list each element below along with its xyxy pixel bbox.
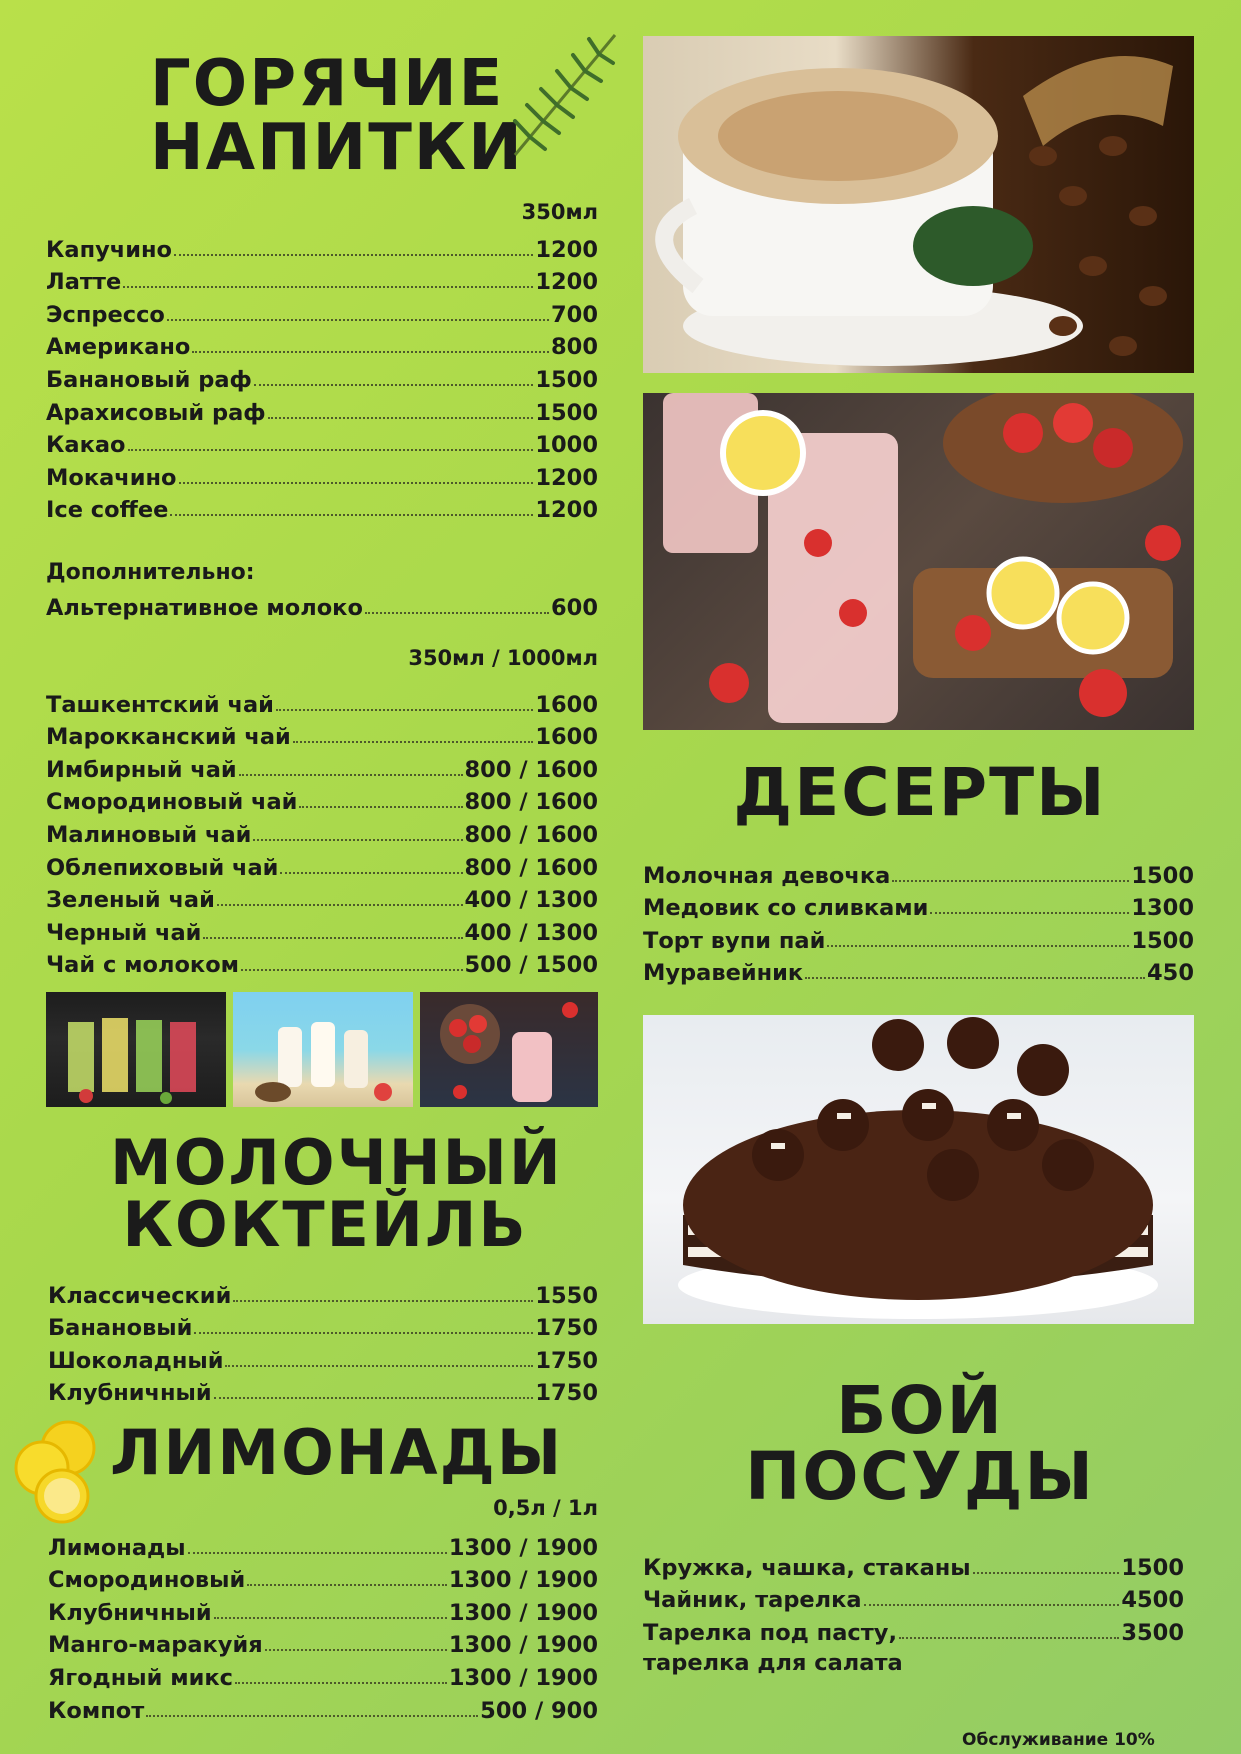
item-price: 800 / 1600 bbox=[464, 756, 598, 783]
milkshake-list bbox=[48, 1276, 598, 1406]
dot-leader bbox=[973, 1572, 1120, 1574]
dot-leader bbox=[805, 977, 1145, 979]
cappuccino-photo bbox=[643, 36, 1194, 373]
dot-leader bbox=[892, 880, 1129, 882]
dot-leader bbox=[827, 945, 1129, 947]
service-charge-note: Обслуживание 10% bbox=[962, 1730, 1155, 1750]
coffee-volume-header: 350мл bbox=[521, 200, 598, 224]
item-name: Торт вупи пай bbox=[643, 927, 826, 954]
item-price: 1200 bbox=[535, 236, 598, 263]
menu-row bbox=[46, 848, 598, 881]
dot-leader bbox=[254, 384, 534, 386]
dot-leader bbox=[167, 319, 549, 321]
item-price: 800 / 1600 bbox=[464, 789, 598, 816]
item-name: Медовик со сливками bbox=[643, 895, 929, 922]
dot-leader bbox=[235, 1682, 447, 1684]
dot-leader bbox=[225, 1365, 533, 1367]
item-name: Молочная девочка bbox=[643, 862, 891, 889]
item-price: 1300 / 1900 bbox=[448, 1567, 598, 1594]
desserts-list bbox=[643, 856, 1194, 986]
item-name: Чайник, тарелка bbox=[643, 1587, 862, 1614]
item-price: 1550 bbox=[535, 1282, 598, 1309]
lemonade-volume-header: 0,5л / 1л bbox=[493, 1496, 598, 1520]
item-name: Зеленый чай bbox=[46, 887, 215, 914]
dot-leader bbox=[214, 1397, 534, 1399]
item-name: Компот bbox=[48, 1697, 145, 1724]
dot-leader bbox=[864, 1604, 1120, 1606]
rosemary-icon bbox=[505, 25, 625, 165]
coffee-cup-illustration bbox=[643, 36, 1194, 373]
item-name: Черный чай bbox=[46, 919, 202, 946]
item-price: 1750 bbox=[535, 1347, 598, 1374]
lemonade-list bbox=[48, 1528, 598, 1724]
item-name: Тарелка под пасту, bbox=[643, 1619, 897, 1646]
milkshakes-illustration bbox=[233, 992, 413, 1107]
item-name: Клубничный bbox=[48, 1380, 212, 1407]
item-name: Муравейник bbox=[643, 960, 804, 987]
dot-leader bbox=[128, 449, 534, 451]
item-price: 1600 bbox=[535, 724, 598, 751]
item-price: 1300 / 1900 bbox=[448, 1599, 598, 1626]
dot-leader bbox=[365, 612, 549, 614]
dot-leader bbox=[174, 254, 533, 256]
item-price: 1000 bbox=[535, 432, 598, 459]
item-price: 1200 bbox=[535, 269, 598, 296]
menu-row bbox=[46, 458, 598, 491]
menu-row bbox=[46, 393, 598, 426]
item-price: 1200 bbox=[535, 464, 598, 491]
dot-leader bbox=[293, 741, 534, 743]
milkshake-title bbox=[110, 1126, 563, 1261]
item-price: 1300 bbox=[1131, 895, 1194, 922]
dot-leader bbox=[253, 839, 462, 841]
menu-row bbox=[643, 889, 1194, 922]
title-line: ПОСУДЫ bbox=[745, 1438, 1095, 1515]
menu-row bbox=[46, 881, 598, 914]
item-name: Банановый bbox=[48, 1315, 193, 1342]
menu-row bbox=[46, 360, 598, 393]
breakage-wrap-line: тарелка для салата bbox=[643, 1650, 903, 1676]
item-name: Облепиховый чай bbox=[46, 854, 279, 881]
desserts-title: ДЕСЕРТЫ bbox=[733, 754, 1107, 831]
item-price: 1750 bbox=[535, 1380, 598, 1407]
item-name: Малиновый чай bbox=[46, 821, 252, 848]
item-name: Классический bbox=[48, 1282, 232, 1309]
title-line: МОЛОЧНЫЙ bbox=[110, 1126, 563, 1199]
item-name: Ice coffee bbox=[46, 497, 169, 524]
title-line: НАПИТКИ bbox=[150, 111, 524, 185]
item-name: Шоколадный bbox=[48, 1347, 224, 1374]
menu-row bbox=[46, 946, 598, 979]
menu-row bbox=[46, 230, 598, 263]
drinks-illustration bbox=[46, 992, 226, 1107]
item-name: Ташкентский чай bbox=[46, 691, 274, 718]
dot-leader bbox=[214, 1617, 447, 1619]
menu-row bbox=[46, 685, 598, 718]
tea-list bbox=[46, 685, 598, 978]
extras-label: Дополнительно: bbox=[46, 560, 255, 585]
dot-leader bbox=[241, 969, 462, 971]
menu-row bbox=[48, 1528, 598, 1561]
menu-row bbox=[46, 295, 598, 328]
item-price: 400 / 1300 bbox=[464, 919, 598, 946]
lemonade-illustration bbox=[643, 393, 1194, 730]
dot-leader bbox=[299, 806, 462, 808]
item-name: Смородиновый чай bbox=[46, 789, 298, 816]
strawberry-shake-photo bbox=[420, 992, 598, 1107]
item-price: 600 bbox=[551, 594, 598, 621]
menu-row bbox=[48, 1374, 598, 1407]
menu-row bbox=[46, 426, 598, 459]
dot-leader bbox=[179, 482, 534, 484]
menu-row bbox=[46, 783, 598, 816]
item-price: 1500 bbox=[1121, 1554, 1184, 1581]
dot-leader bbox=[276, 709, 533, 711]
dot-leader bbox=[188, 1552, 447, 1554]
item-price: 1500 bbox=[1131, 862, 1194, 889]
item-price: 1600 bbox=[535, 691, 598, 718]
menu-row bbox=[46, 718, 598, 751]
item-price: 1500 bbox=[535, 399, 598, 426]
menu-row bbox=[643, 1613, 1184, 1646]
item-name: Эспрессо bbox=[46, 301, 165, 328]
item-name: Какао bbox=[46, 432, 126, 459]
item-name: Смородиновый bbox=[48, 1567, 246, 1594]
item-price: 4500 bbox=[1121, 1587, 1184, 1614]
menu-row bbox=[46, 328, 598, 361]
dot-leader bbox=[170, 514, 533, 516]
menu-row bbox=[48, 1691, 598, 1724]
item-name: Кружка, чашка, стаканы bbox=[643, 1554, 971, 1581]
item-name: Мокачино bbox=[46, 464, 177, 491]
dot-leader bbox=[268, 417, 534, 419]
item-price: 1750 bbox=[535, 1315, 598, 1342]
mojito-photo bbox=[46, 992, 226, 1107]
coffee-list bbox=[46, 230, 598, 523]
menu-row bbox=[46, 750, 598, 783]
menu-row bbox=[643, 1581, 1184, 1614]
tea-volume-header: 350мл / 1000мл bbox=[408, 646, 598, 670]
menu-row bbox=[48, 1658, 598, 1691]
item-price: 1300 / 1900 bbox=[448, 1534, 598, 1561]
item-price: 800 bbox=[551, 334, 598, 361]
menu-row bbox=[643, 856, 1194, 889]
item-name: Капучино bbox=[46, 236, 173, 263]
title-line: ГОРЯЧИЕ bbox=[150, 47, 505, 121]
menu-row bbox=[48, 1561, 598, 1594]
menu-row bbox=[46, 913, 598, 946]
dot-leader bbox=[123, 286, 533, 288]
dot-leader bbox=[194, 1332, 533, 1334]
dot-leader bbox=[192, 351, 549, 353]
dot-leader bbox=[233, 1300, 533, 1302]
dot-leader bbox=[247, 1584, 447, 1586]
item-price: 3500 bbox=[1121, 1619, 1184, 1646]
dot-leader bbox=[899, 1637, 1119, 1639]
item-name: Альтернативное молоко bbox=[46, 594, 363, 621]
menu-row bbox=[48, 1626, 598, 1659]
dot-leader bbox=[217, 904, 463, 906]
item-name: Имбирный чай bbox=[46, 756, 237, 783]
item-price: 800 / 1600 bbox=[464, 854, 598, 881]
chocolate-cake-illustration bbox=[643, 1015, 1194, 1324]
hot-drinks-title bbox=[150, 47, 524, 185]
item-name: Банановый раф bbox=[46, 366, 252, 393]
item-price: 1500 bbox=[1131, 927, 1194, 954]
dot-leader bbox=[146, 1715, 478, 1717]
lemon-icon bbox=[6, 1418, 106, 1528]
title-line: КОКТЕЙЛЬ bbox=[122, 1188, 528, 1261]
item-name: Латте bbox=[46, 269, 122, 296]
menu-row bbox=[48, 1593, 598, 1626]
strawberry-drink-illustration bbox=[420, 992, 598, 1107]
item-price: 400 / 1300 bbox=[464, 887, 598, 914]
milkshake-photo bbox=[233, 992, 413, 1107]
item-price: 450 bbox=[1147, 960, 1194, 987]
item-price: 800 / 1600 bbox=[464, 821, 598, 848]
breakage-list bbox=[643, 1548, 1184, 1646]
menu-row bbox=[48, 1309, 598, 1342]
dot-leader bbox=[239, 774, 463, 776]
breakage-title bbox=[720, 1372, 1120, 1515]
menu-row bbox=[48, 1276, 598, 1309]
item-price: 1500 bbox=[535, 366, 598, 393]
cake-photo bbox=[643, 1015, 1194, 1324]
dot-leader bbox=[265, 1649, 447, 1651]
dot-leader bbox=[280, 872, 462, 874]
item-name: Арахисовый раф bbox=[46, 399, 266, 426]
item-price: 1300 / 1900 bbox=[448, 1632, 598, 1659]
dot-leader bbox=[203, 937, 462, 939]
menu-row bbox=[643, 954, 1194, 987]
lemonade-title: ЛИМОНАДЫ bbox=[110, 1416, 564, 1489]
menu-row bbox=[46, 491, 598, 524]
dot-leader bbox=[930, 912, 1129, 914]
item-name: Клубничный bbox=[48, 1599, 212, 1626]
item-name: Марокканский чай bbox=[46, 724, 291, 751]
strawberry-lemonade-photo bbox=[643, 393, 1194, 730]
menu-row bbox=[643, 921, 1194, 954]
menu-row bbox=[46, 263, 598, 296]
item-price: 1200 bbox=[535, 497, 598, 524]
item-price: 500 / 1500 bbox=[464, 952, 598, 979]
item-name: Американо bbox=[46, 334, 191, 361]
title-line: БОЙ bbox=[836, 1372, 1004, 1449]
item-price: 500 / 900 bbox=[480, 1697, 598, 1724]
menu-row bbox=[643, 1548, 1184, 1581]
menu-row bbox=[48, 1341, 598, 1374]
item-price: 700 bbox=[551, 301, 598, 328]
item-name: Манго-маракуйя bbox=[48, 1632, 263, 1659]
extras-list bbox=[46, 588, 598, 621]
menu-row bbox=[46, 815, 598, 848]
item-price: 1300 / 1900 bbox=[448, 1664, 598, 1691]
item-name: Ягодный микс bbox=[48, 1664, 233, 1691]
item-name: Чай с молоком bbox=[46, 952, 240, 979]
menu-row bbox=[46, 588, 598, 621]
item-name: Лимонады bbox=[48, 1534, 186, 1561]
